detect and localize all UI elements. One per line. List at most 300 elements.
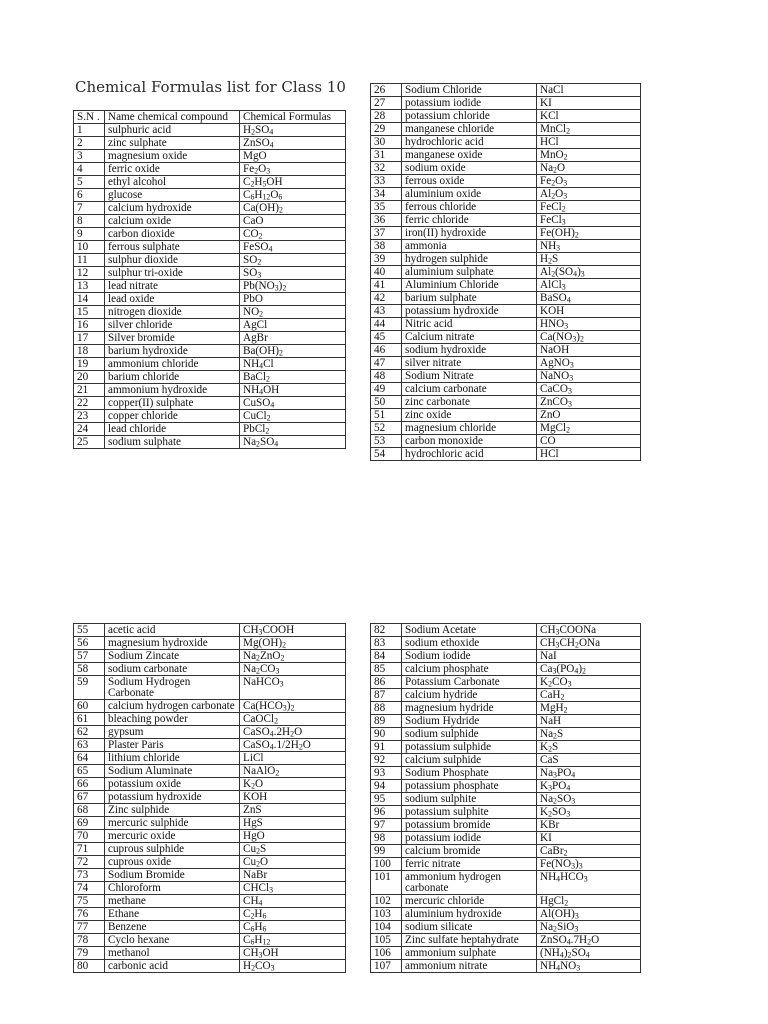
table-row — [74, 778, 346, 791]
compound-name: Nitric acid — [402, 318, 537, 331]
table-row — [74, 676, 346, 700]
table-row — [74, 215, 346, 228]
row-number: 58 — [74, 663, 105, 676]
compound-name: ferrous chloride — [402, 201, 537, 214]
chemical-formula: $Pb(NO_3)_2$ — [240, 280, 346, 293]
chemical-formula: $Na_2CO_3$ — [240, 663, 346, 676]
table-row — [371, 832, 641, 845]
compound-name: potassium sulphite — [402, 806, 537, 819]
chemical-formula: $C_6H_{12}$ — [240, 934, 346, 947]
row-number: 7 — [74, 202, 105, 215]
compound-name: ammonium chloride — [105, 358, 240, 371]
chemical-formula: KBr — [537, 819, 641, 832]
compound-name: calcium hydroxide — [105, 202, 240, 215]
chemical-formula: $NH_4Cl$ — [240, 358, 346, 371]
compound-name: sodium carbonate — [105, 663, 240, 676]
compound-name: potassium chloride — [402, 110, 537, 123]
row-number: 8 — [74, 215, 105, 228]
chemical-formula: ZnS — [240, 804, 346, 817]
table-row — [371, 266, 641, 279]
table-row — [74, 228, 346, 241]
compound-name: lead chloride — [105, 423, 240, 436]
table-row — [371, 435, 641, 448]
table-row — [371, 396, 641, 409]
row-number: 11 — [74, 254, 105, 267]
chemical-formula: $CH_3CH_2ONa$ — [537, 637, 641, 650]
compound-name: magnesium oxide — [105, 150, 240, 163]
chemical-formula: $SO_2$ — [240, 254, 346, 267]
row-number: 70 — [74, 830, 105, 843]
row-number: 59 — [74, 676, 105, 700]
row-number: 6 — [74, 189, 105, 202]
compound-name: barium hydroxide — [105, 345, 240, 358]
table-row — [371, 754, 641, 767]
compound-name: ferric chloride — [402, 214, 537, 227]
row-number: 33 — [371, 175, 402, 188]
row-number: 26 — [371, 84, 402, 97]
table-row — [371, 149, 641, 162]
row-number: 17 — [74, 332, 105, 345]
row-number: 71 — [74, 843, 105, 856]
table-row — [74, 280, 346, 293]
chemical-formula: $Fe_2O_3$ — [537, 175, 641, 188]
chemical-formula: MgH$_2$ — [537, 702, 641, 715]
row-number: 72 — [74, 856, 105, 869]
row-number: 4 — [74, 163, 105, 176]
chemical-formula: $NO_2$ — [240, 306, 346, 319]
chemical-formula: HgO — [240, 830, 346, 843]
compound-name: copper chloride — [105, 410, 240, 423]
row-number: 44 — [371, 318, 402, 331]
chemical-formula: ZnSO$_4$ — [240, 137, 346, 150]
table-row — [74, 384, 346, 397]
chemical-formula: HgS — [240, 817, 346, 830]
compound-name: calcium hydride — [402, 689, 537, 702]
table-row — [74, 765, 346, 778]
chemical-formula: BaSO$_4$ — [537, 292, 641, 305]
row-number: 65 — [74, 765, 105, 778]
row-number: 97 — [371, 819, 402, 832]
chemical-formula: NaH — [537, 715, 641, 728]
chemical-formula: $CaSO_4.2H_2O$ — [240, 726, 346, 739]
table-row — [74, 241, 346, 254]
table-row — [371, 370, 641, 383]
table-row — [74, 423, 346, 436]
compound-name: cuprous sulphide — [105, 843, 240, 856]
table-row — [74, 726, 346, 739]
chemical-formula: $H_2S$ — [537, 253, 641, 266]
table-row — [371, 214, 641, 227]
compound-name: ammonium hydrogen carbonate — [402, 871, 537, 895]
row-number: 67 — [74, 791, 105, 804]
row-number: 61 — [74, 713, 105, 726]
row-number: 90 — [371, 728, 402, 741]
chemical-formula: $CH_3OH$ — [240, 947, 346, 960]
formula-table-1 — [73, 110, 346, 449]
table-row — [74, 254, 346, 267]
compound-name: Calcium nitrate — [402, 331, 537, 344]
row-number: 10 — [74, 241, 105, 254]
compound-name: Sodium Phosphate — [402, 767, 537, 780]
chemical-formula: MgCl$_2$ — [537, 422, 641, 435]
chemical-formula: $Na_2SO_3$ — [537, 793, 641, 806]
table-row — [74, 921, 346, 934]
chemical-formula: HgCl$_2$ — [537, 895, 641, 908]
row-number: 76 — [74, 908, 105, 921]
row-number: 101 — [371, 871, 402, 895]
row-number: 75 — [74, 895, 105, 908]
table-row — [74, 934, 346, 947]
row-number: 2 — [74, 137, 105, 150]
chemical-formula: NaNO$_3$ — [537, 370, 641, 383]
chemical-formula: $K_2SO_3$ — [537, 806, 641, 819]
table-row — [74, 830, 346, 843]
compound-name: calcium oxide — [105, 215, 240, 228]
table-row — [74, 410, 346, 423]
page-title: Chemical Formulas list for Class 10 — [75, 78, 346, 96]
chemical-formula: KOH — [537, 305, 641, 318]
table-row — [74, 319, 346, 332]
compound-name: potassium hydroxide — [105, 791, 240, 804]
chemical-formula: NaBr — [240, 869, 346, 882]
table-row — [371, 858, 641, 871]
row-number: 56 — [74, 637, 105, 650]
compound-name: Sodium Nitrate — [402, 370, 537, 383]
chemical-formula: NaAlO$_2$ — [240, 765, 346, 778]
table-row — [371, 188, 641, 201]
chemical-formula: $SO_3$ — [240, 267, 346, 280]
row-number: 36 — [371, 214, 402, 227]
compound-name: sodium silicate — [402, 921, 537, 934]
table-row — [371, 305, 641, 318]
row-number: 95 — [371, 793, 402, 806]
compound-name: hydrochloric acid — [402, 136, 537, 149]
chemical-formula: $C_2H_5OH$ — [240, 176, 346, 189]
table-row — [371, 201, 641, 214]
row-number: 19 — [74, 358, 105, 371]
compound-name: zinc oxide — [402, 409, 537, 422]
compound-name: barium chloride — [105, 371, 240, 384]
row-number: 57 — [74, 650, 105, 663]
chemical-formula: MnCl$_2$ — [537, 123, 641, 136]
chemical-formula: $Na_2S$ — [537, 728, 641, 741]
chemical-formula: MgO — [240, 150, 346, 163]
table-header-row — [74, 111, 346, 124]
table-row — [371, 960, 641, 973]
row-number: 87 — [371, 689, 402, 702]
compound-name: magnesium hydroxide — [105, 637, 240, 650]
chemical-formula: $Ca_3(PO_4)_2$ — [537, 663, 641, 676]
chemical-formula: $Na_3PO_4$ — [537, 767, 641, 780]
table-row — [371, 409, 641, 422]
table-row — [371, 921, 641, 934]
chemical-formula: ZnO — [537, 409, 641, 422]
compound-name: methanol — [105, 947, 240, 960]
chemical-formula: $Fe(OH)_2$ — [537, 227, 641, 240]
chemical-formula: $Cu_2O$ — [240, 856, 346, 869]
table-row — [371, 728, 641, 741]
chemical-formula: AlCl$_3$ — [537, 279, 641, 292]
chemical-formula: $NH_3$ — [537, 240, 641, 253]
table-row — [371, 676, 641, 689]
table-row — [74, 293, 346, 306]
compound-name: ammonium hydroxide — [105, 384, 240, 397]
table-row — [371, 331, 641, 344]
chemical-formula: $CO_2$ — [240, 228, 346, 241]
header-name: Name chemical compound — [105, 111, 240, 124]
table-row — [371, 908, 641, 921]
chemical-formula: $NH_4NO_3$ — [537, 960, 641, 973]
chemical-formula: $C_6H_6$ — [240, 921, 346, 934]
row-number: 54 — [371, 448, 402, 461]
chemical-formula: $CH_4$ — [240, 895, 346, 908]
compound-name: Chloroform — [105, 882, 240, 895]
chemical-formula: KI — [537, 832, 641, 845]
row-number: 12 — [74, 267, 105, 280]
compound-name: hydrochloric acid — [402, 448, 537, 461]
compound-name: cuprous oxide — [105, 856, 240, 869]
compound-name: calcium sulphide — [402, 754, 537, 767]
table-row — [74, 163, 346, 176]
row-number: 28 — [371, 110, 402, 123]
chemical-formula: $Al(OH)_3$ — [537, 908, 641, 921]
row-number: 68 — [74, 804, 105, 817]
table-row — [74, 306, 346, 319]
compound-name: lead nitrate — [105, 280, 240, 293]
row-number: 83 — [371, 637, 402, 650]
row-number: 21 — [74, 384, 105, 397]
chemical-formula: CO — [537, 435, 641, 448]
table-row — [371, 780, 641, 793]
row-number: 40 — [371, 266, 402, 279]
table-row — [74, 882, 346, 895]
row-number: 29 — [371, 123, 402, 136]
compound-name: sodium oxide — [402, 162, 537, 175]
formula-table-2 — [370, 83, 641, 461]
compound-name: ferric nitrate — [402, 858, 537, 871]
compound-name: Sodium Hydrogen Carbonate — [105, 676, 240, 700]
compound-name: gypsum — [105, 726, 240, 739]
table-row — [371, 279, 641, 292]
table-row — [74, 150, 346, 163]
row-number: 100 — [371, 858, 402, 871]
chemical-formula: CuCl$_2$ — [240, 410, 346, 423]
chemical-formula: $H_2CO_3$ — [240, 960, 346, 973]
compound-name: ammonium sulphate — [402, 947, 537, 960]
compound-name: carbon dioxide — [105, 228, 240, 241]
table-row — [74, 947, 346, 960]
chemical-formula: PbO — [240, 293, 346, 306]
row-number: 16 — [74, 319, 105, 332]
table-row — [371, 819, 641, 832]
chemical-formula: FeSO$_4$ — [240, 241, 346, 254]
row-number: 82 — [371, 624, 402, 637]
compound-name: magnesium chloride — [402, 422, 537, 435]
table-row — [74, 856, 346, 869]
compound-name: carbonic acid — [105, 960, 240, 973]
row-number: 51 — [371, 409, 402, 422]
compound-name: Sodium Acetate — [402, 624, 537, 637]
row-number: 27 — [371, 97, 402, 110]
row-number: 47 — [371, 357, 402, 370]
chemical-formula: $HNO_3$ — [537, 318, 641, 331]
row-number: 77 — [74, 921, 105, 934]
row-number: 107 — [371, 960, 402, 973]
chemical-formula: MnO$_2$ — [537, 149, 641, 162]
compound-name: mercuric sulphide — [105, 817, 240, 830]
compound-name: mercuric chloride — [402, 895, 537, 908]
table-row — [371, 715, 641, 728]
table-row — [74, 202, 346, 215]
chemical-formula: CHCl$_3$ — [240, 882, 346, 895]
table-row — [371, 845, 641, 858]
compound-name: Sodium Chloride — [402, 84, 537, 97]
compound-name: ferrous oxide — [402, 175, 537, 188]
chemical-formula: CaBr$_2$ — [537, 845, 641, 858]
row-number: 48 — [371, 370, 402, 383]
chemical-formula: FeCl$_3$ — [537, 214, 641, 227]
row-number: 78 — [74, 934, 105, 947]
table-row — [371, 663, 641, 676]
table-row — [74, 817, 346, 830]
chemical-formula: NaI — [537, 650, 641, 663]
chemical-formula: $Ca(HCO_3)_2$ — [240, 700, 346, 713]
table-row — [371, 162, 641, 175]
compound-name: Sodium Bromide — [105, 869, 240, 882]
chemical-formula: $C_6H_{12}O_6$ — [240, 189, 346, 202]
row-number: 23 — [74, 410, 105, 423]
row-number: 14 — [74, 293, 105, 306]
row-number: 91 — [371, 741, 402, 754]
table-row — [371, 123, 641, 136]
row-number: 62 — [74, 726, 105, 739]
compound-name: lithium chloride — [105, 752, 240, 765]
chemical-formula: NaOH — [537, 344, 641, 357]
row-number: 31 — [371, 149, 402, 162]
table-row — [74, 397, 346, 410]
compound-name: Sodium Zincate — [105, 650, 240, 663]
table-row — [74, 124, 346, 137]
chemical-formula: $NH_4OH$ — [240, 384, 346, 397]
compound-name: zinc sulphate — [105, 137, 240, 150]
table-row — [371, 624, 641, 637]
table-row — [74, 791, 346, 804]
row-number: 22 — [74, 397, 105, 410]
table-row — [371, 871, 641, 895]
compound-name: sulphur dioxide — [105, 254, 240, 267]
chemical-formula: $Al_2(SO_4)_3$ — [537, 266, 641, 279]
chemical-formula: $Na_2O$ — [537, 162, 641, 175]
table-row — [74, 176, 346, 189]
table-row — [371, 934, 641, 947]
row-number: 60 — [74, 700, 105, 713]
compound-name: potassium iodide — [402, 832, 537, 845]
row-number: 106 — [371, 947, 402, 960]
chemical-formula: CaH$_2$ — [537, 689, 641, 702]
compound-name: ammonia — [402, 240, 537, 253]
row-number: 98 — [371, 832, 402, 845]
table-row — [371, 637, 641, 650]
compound-name: potassium bromide — [402, 819, 537, 832]
table-row — [371, 110, 641, 123]
compound-name: nitrogen dioxide — [105, 306, 240, 319]
chemical-formula: KCl — [537, 110, 641, 123]
table-row — [371, 357, 641, 370]
chemical-formula: $CH_3COOH$ — [240, 624, 346, 637]
compound-name: glucose — [105, 189, 240, 202]
row-number: 3 — [74, 150, 105, 163]
compound-name: acetic acid — [105, 624, 240, 637]
chemical-formula: $K_2O$ — [240, 778, 346, 791]
chemical-formula: HCl — [537, 448, 641, 461]
table-row — [74, 624, 346, 637]
chemical-formula: CaOCl$_2$ — [240, 713, 346, 726]
chemical-formula: NaCl — [537, 84, 641, 97]
row-number: 49 — [371, 383, 402, 396]
row-number: 64 — [74, 752, 105, 765]
table-row — [371, 650, 641, 663]
compound-name: Zinc sulphide — [105, 804, 240, 817]
compound-name: calcium bromide — [402, 845, 537, 858]
compound-name: copper(II) sulphate — [105, 397, 240, 410]
table-row — [371, 253, 641, 266]
row-number: 94 — [371, 780, 402, 793]
compound-name: Sodium Aluminate — [105, 765, 240, 778]
table-row — [74, 189, 346, 202]
compound-name: ammonium nitrate — [402, 960, 537, 973]
table-row — [371, 767, 641, 780]
chemical-formula: $Ca(NO_3)_2$ — [537, 331, 641, 344]
row-number: 32 — [371, 162, 402, 175]
compound-name: sulphuric acid — [105, 124, 240, 137]
chemical-formula: $Na_2SO_4$ — [240, 436, 346, 449]
table-row — [371, 175, 641, 188]
compound-name: ferric oxide — [105, 163, 240, 176]
table-row — [371, 741, 641, 754]
chemical-formula: FeCl$_2$ — [537, 201, 641, 214]
chemical-formula: $K_2CO_3$ — [537, 676, 641, 689]
table-row — [74, 637, 346, 650]
row-number: 50 — [371, 396, 402, 409]
chemical-formula: $Fe(NO_3)_3$ — [537, 858, 641, 871]
row-number: 103 — [371, 908, 402, 921]
chemical-formula: AgCl — [240, 319, 346, 332]
compound-name: silver chloride — [105, 319, 240, 332]
table-row — [74, 908, 346, 921]
row-number: 34 — [371, 188, 402, 201]
compound-name: potassium oxide — [105, 778, 240, 791]
table-row — [74, 358, 346, 371]
chemical-formula: PbCl$_2$ — [240, 423, 346, 436]
table-row — [371, 97, 641, 110]
row-number: 52 — [371, 422, 402, 435]
header-sn: S.N . — [74, 111, 105, 124]
compound-name: potassium hydroxide — [402, 305, 537, 318]
row-number: 5 — [74, 176, 105, 189]
formula-table-3 — [73, 623, 346, 973]
formula-table-4 — [370, 623, 641, 973]
compound-name: Cyclo hexane — [105, 934, 240, 947]
chemical-formula: CaS — [537, 754, 641, 767]
row-number: 105 — [371, 934, 402, 947]
row-number: 15 — [74, 306, 105, 319]
chemical-formula: CaO — [240, 215, 346, 228]
compound-name: Silver bromide — [105, 332, 240, 345]
compound-name: ferrous sulphate — [105, 241, 240, 254]
table-row — [371, 702, 641, 715]
row-number: 80 — [74, 960, 105, 973]
chemical-formula: $CH_3COONa$ — [537, 624, 641, 637]
